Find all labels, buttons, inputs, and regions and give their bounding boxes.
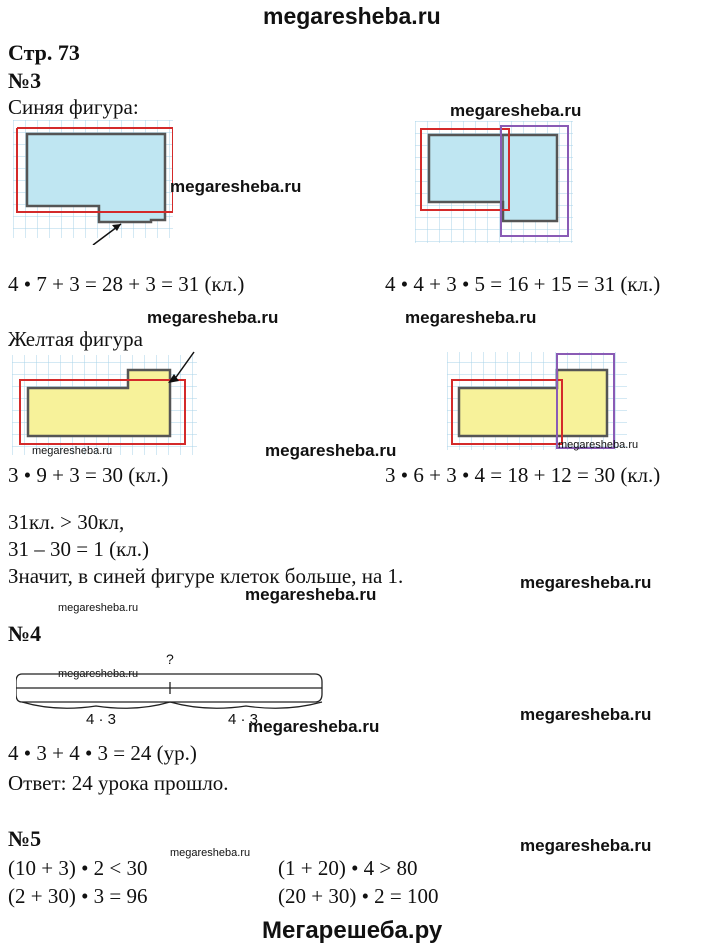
task5-number: №5 xyxy=(8,826,42,851)
watermark: megaresheba.ru xyxy=(450,101,582,120)
yellow-equation-right: 3 • 6 + 3 • 4 = 18 + 12 = 30 (кл.) xyxy=(385,463,661,487)
watermark: megaresheba.ru xyxy=(520,705,652,724)
watermark: megaresheba.ru xyxy=(32,445,113,457)
blue-figure-right xyxy=(415,121,573,243)
watermark: megaresheba.ru xyxy=(558,439,639,451)
watermark: megaresheba.ru xyxy=(170,177,302,196)
segment-left-label: 4 · 3 xyxy=(86,711,117,728)
watermark: megaresheba.ru xyxy=(248,717,380,736)
task4-number: №4 xyxy=(8,621,42,646)
task5-item: (2 + 30) • 3 = 96 xyxy=(8,884,148,908)
watermark: megaresheba.ru xyxy=(58,668,139,680)
task4-equation: 4 • 3 + 4 • 3 = 24 (ур.) xyxy=(8,741,197,765)
task3-number: №3 xyxy=(8,68,42,93)
watermark: megaresheba.ru xyxy=(265,441,397,460)
footer-brand[interactable]: Мегарешеба.ру xyxy=(262,917,443,944)
task5-item: (10 + 3) • 2 < 30 xyxy=(8,856,148,880)
watermark: megaresheba.ru xyxy=(520,836,652,855)
watermark: megaresheba.ru xyxy=(405,308,537,327)
question-mark: ? xyxy=(166,651,174,667)
yellow-figure-label: Желтая фигура xyxy=(8,327,143,351)
yellow-figure-left xyxy=(12,350,197,455)
watermark: megaresheba.ru xyxy=(170,847,251,859)
conclusion-line: Значит, в синей фигуре клеток больше, на 1. xyxy=(8,564,404,588)
blue-figure-left xyxy=(13,120,173,245)
comparison-line: 31кл. > 30кл, xyxy=(8,510,125,534)
site-title[interactable]: megaresheba.ru xyxy=(263,3,441,29)
blue-figure-label: Синяя фигура: xyxy=(8,95,139,119)
watermark: megaresheba.ru xyxy=(58,602,139,614)
watermark: megaresheba.ru xyxy=(520,573,652,592)
blue-equation-left: 4 • 7 + 3 = 28 + 3 = 31 (кл.) xyxy=(8,272,245,296)
page-label: Стр. 73 xyxy=(8,40,80,65)
watermark: megaresheba.ru xyxy=(245,585,377,604)
yellow-equation-left: 3 • 9 + 3 = 30 (кл.) xyxy=(8,463,169,487)
watermark: megaresheba.ru xyxy=(147,308,279,327)
blue-equation-right: 4 • 4 + 3 • 5 = 16 + 15 = 31 (кл.) xyxy=(385,272,661,296)
task4-answer: Ответ: 24 урока прошло. xyxy=(8,771,229,795)
segment-diagram xyxy=(16,668,326,713)
yellow-figure-right xyxy=(447,350,627,450)
segment-right-label: 4 · 3 xyxy=(228,711,259,728)
difference-line: 31 – 30 = 1 (кл.) xyxy=(8,537,150,561)
task5-item: (20 + 30) • 2 = 100 xyxy=(278,884,439,908)
task5-item: (1 + 20) • 4 > 80 xyxy=(278,856,418,880)
